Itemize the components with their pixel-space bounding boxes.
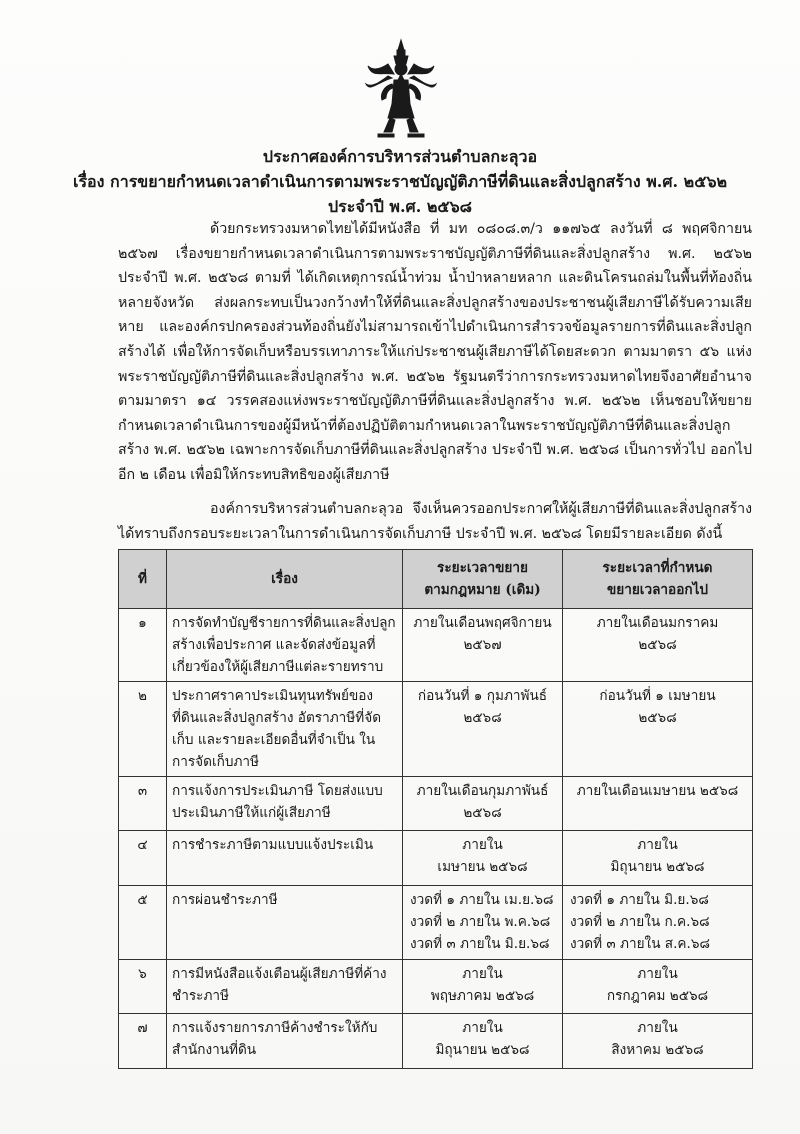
period-line: ก่อนวันที่ ๑ เมษายน [599, 688, 716, 704]
period-line: ภายในเดือนพฤศจิกายน [413, 615, 552, 631]
period-line: เมษายน ๒๕๖๘ [437, 859, 528, 875]
period-line: งวดที่ ๓ ภายใน ส.ค.๖๘ [570, 936, 710, 952]
row-number: ๓ [119, 777, 167, 831]
period-line: ภายใน [637, 966, 678, 982]
row-number: ๕ [119, 886, 167, 960]
body-paragraph-1: ด้วยกระทรวงมหาดไทยได้มีหนังสือ ที่ มท ๐๘๐๘.๓/ว ๑๑๗๖๕ ลงวันที่ ๘ พฤศจิกายน ๒๕๖๗ เรื่องขยายกำหนดเวลาดำเนินการตามพระราชบัญญัติภาษีที่ดินและสิ่งปลูกสร้าง พ.ศ. ๒๕๖๒ ประจำปี พ.ศ. ๒๕๖๘ ตามที่ ได้เกิดเหตุการณ์น้ำท่วม น้ำป่าหลายหลาก และดินโครนถล่มในพื้นที่ท้องถิ่นหลายจังหวัด ส่งผลกระทบเป็นวงกว้างทำให้ที่ดินและสิ่งปลูกสร้างของประชาชนผู้เสียภาษีได้รับความเสียหาย และองค์กรปกครองส่วนท้องถิ่นยังไม่สามารถเข้าไปดำเนินการสำรวจข้อมูลรายการที่ดินและสิ่งปลูกสร้างได้ เพื่อให้การจัดเก็บหรือบรรเทาภาระให้แก่ประชาชนผู้เสียภาษีได้โดยสะดวก ตามมาตรา ๕๖ แห่งพระราชบัญญัติภาษีที่ดินและสิ่งปลูกสร้าง พ.ศ. ๒๕๖๒ รัฐมนตรีว่าการกระทรวงมหาดไทยจึงอาศัยอำนาจตามมาตรา ๑๔ วรรคสองแห่งพระราชบัญญัติภาษีที่ดินและสิ่งปลูกสร้าง พ.ศ. ๒๕๖๒ เห็นชอบให้ขยายกำหนดเวลาดำเนินการของผู้มีหน้าที่ต้องปฏิบัติตามกำหนดเวลาในพระราชบัญญัติภาษีที่ดินและสิ่งปลูกสร้าง พ.ศ. ๒๕๖๒ เฉพาะการจัดเก็บภาษีที่ดินและสิ่งปลูกสร้าง ประจำปี พ.ศ. ๒๕๖๘ เป็นการทั่วไป ออกไปอีก ๒ เดือน เพื่อมิให้กระทบสิทธิของผู้เสียภาษี [118, 221, 752, 483]
header-extended-line1: ระยะเวลาที่กำหนด [602, 560, 713, 576]
period-line: งวดที่ ๒ ภายใน ก.ค.๖๘ [570, 914, 710, 930]
period-line: ภายในเดือนเมษายน ๒๕๖๘ [576, 783, 739, 799]
schedule-table [118, 549, 753, 1069]
announcement-title: ประกาศองค์การบริหารส่วนตำบลกะลุวอ [262, 147, 538, 166]
period-line: ภายใน [462, 837, 503, 853]
row-extended-period [563, 886, 753, 960]
row-extended-period [563, 777, 753, 831]
body-paragraph-2: องค์การบริหารส่วนตำบลกะลุวอ จึงเห็นควรออกประกาศให้ผู้เสียภาษีที่ดินและสิ่งปลูกสร้างได้ทราบถึงกรอบระยะเวลาในการดำเนินการจัดเก็บภาษี ประจำปี พ.ศ. ๒๕๖๘ โดยมีรายละเอียด ดังนี้ [118, 501, 752, 542]
period-line: พฤษภาคม ๒๕๖๘ [430, 988, 535, 1004]
row-subject: การชำระภาษีตามแบบแจ้งประเมิน [167, 831, 403, 886]
table-row [119, 960, 753, 1014]
header-extended-line2: ขยายเวลาออกไป [606, 582, 709, 598]
row-subject: การแจ้งการประเมินภาษี โดยส่งแบบประเมินภาษีให้แก่ผู้เสียภาษี [167, 777, 403, 831]
table-header-row [119, 550, 753, 609]
row-extended-period [563, 609, 753, 682]
table-row [119, 609, 753, 682]
period-line: ภายใน [462, 1020, 503, 1036]
announcement-year: ประจำปี พ.ศ. ๒๕๖๘ [328, 197, 472, 216]
period-line: งวดที่ ๒ ภายใน พ.ค.๖๘ [410, 914, 551, 930]
row-extended-period [563, 682, 753, 777]
table-row [119, 1014, 753, 1069]
period-line: ๒๕๖๘ [463, 710, 502, 726]
period-line: ๒๕๖๘ [638, 710, 677, 726]
table-row [119, 831, 753, 886]
row-number: ๔ [119, 831, 167, 886]
table-row [119, 777, 753, 831]
row-extended-period [563, 1014, 753, 1069]
period-line: ๒๕๖๘ [463, 805, 502, 821]
row-subject: การจัดทำบัญชีรายการที่ดินและสิ่งปลูกสร้างเพื่อประกาศ และจัดส่งข้อมูลที่เกี่ยวข้องให้ผู้เสียภาษีแต่ละรายทราบ [167, 609, 403, 682]
period-line: งวดที่ ๓ ภายใน มิ.ย.๖๘ [410, 936, 550, 952]
header-no: ที่ [119, 550, 167, 609]
announcement-subject: เรื่อง การขยายกำหนดเวลาดำเนินการตามพระราชบัญญัติภาษีที่ดินและสิ่งปลูกสร้าง พ.ศ. ๒๕๖๒ [72, 172, 728, 191]
row-subject: การมีหนังสือแจ้งเตือนผู้เสียภาษีที่ค้างชำระภาษี [167, 960, 403, 1014]
header-original-line2: ตามกฎหมาย (เดิม) [424, 582, 541, 598]
row-original-period [403, 886, 563, 960]
row-subject: ประกาศราคาประเมินทุนทรัพย์ของที่ดินและสิ่งปลูกสร้าง อัตราภาษีที่จัดเก็บ และรายละเอียดอื่นที่จำเป็น ในการจัดเก็บภาษี [167, 682, 403, 777]
period-line: มิถุนายน ๒๕๖๘ [435, 1042, 530, 1058]
header-extended-period [563, 550, 753, 609]
header-original-line1: ระยะเวลาขยาย [437, 560, 528, 576]
period-line: ก่อนวันที่ ๑ กุมภาพันธ์ [417, 688, 548, 704]
row-number: ๖ [119, 960, 167, 1014]
row-original-period [403, 1014, 563, 1069]
row-number: ๑ [119, 609, 167, 682]
header-subject: เรื่อง [167, 550, 403, 609]
period-line: งวดที่ ๑ ภายใน มิ.ย.๖๘ [570, 892, 709, 908]
table-row [119, 682, 753, 777]
period-line: ภายใน [637, 837, 678, 853]
row-original-period [403, 777, 563, 831]
period-line: กรกฎาคม ๒๕๖๘ [606, 988, 709, 1004]
period-line: สิงหาคม ๒๕๖๘ [611, 1042, 704, 1058]
period-line: ภายใน [637, 1020, 678, 1036]
row-original-period [403, 682, 563, 777]
row-original-period [403, 960, 563, 1014]
garuda-emblem-icon [364, 38, 438, 138]
row-extended-period [563, 831, 753, 886]
period-line: มิถุนายน ๒๕๖๘ [610, 859, 705, 875]
header-original-period [403, 550, 563, 609]
period-line: ภายในเดือนมกราคม [596, 615, 719, 631]
period-line: ภายใน [462, 966, 503, 982]
period-line: ภายในเดือนกุมภาพันธ์ [416, 783, 549, 799]
row-subject: การแจ้งรายการภาษีค้างชำระให้กับสำนักงานที่ดิน [167, 1014, 403, 1069]
row-number: ๗ [119, 1014, 167, 1069]
row-original-period [403, 609, 563, 682]
period-line: ๒๕๖๗ [463, 637, 502, 653]
row-subject: การผ่อนชำระภาษี [167, 886, 403, 960]
table-row [119, 886, 753, 960]
period-line: ๒๕๖๘ [638, 637, 677, 653]
row-number: ๒ [119, 682, 167, 777]
row-original-period [403, 831, 563, 886]
row-extended-period [563, 960, 753, 1014]
period-line: งวดที่ ๑ ภายใน เม.ย.๖๘ [410, 892, 554, 908]
